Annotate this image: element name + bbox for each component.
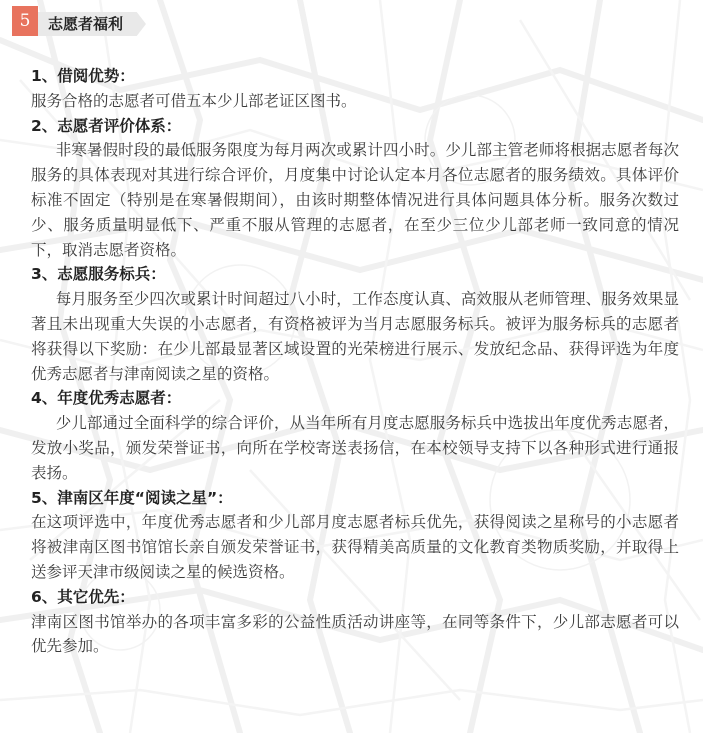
- benefit-heading-borrowing: 1、借阅优势：: [31, 67, 135, 85]
- benefit-body-other-priority: 津南区图书馆举办的各项丰富多彩的公益性质活动讲座等，在同等条件下，少儿部志愿者可以优先参加。: [31, 612, 679, 656]
- benefit-heading-annual-excellent: 4、年度优秀志愿者：: [31, 389, 182, 408]
- benefit-heading-other-priority: 6、其它优先：: [31, 587, 135, 606]
- benefit-body-evaluation: 非寒暑假时段的最低服务限度为每月两次或累计四小时。少儿部主管老师将根据志愿者每次服务的具体表现对其进行综合评价，月度集中讨论认定本月各位志愿者的服务绩效。具体评价标准不固定（特别是在寒暑假期间），由该时期整体情况进行具体问题具体分析。服务次数过少、服务质量明显低下、严重不服从管理的志愿者，在至少三位少儿部老师一致同意的情况下，取消志愿者资格。: [31, 141, 679, 259]
- section-header: [12, 6, 162, 38]
- benefit-heading-model-volunteer: 3、志愿服务标兵：: [31, 265, 166, 284]
- benefits-content: [31, 64, 679, 659]
- benefit-heading-reading-star: 5、津南区年度“阅读之星”：: [31, 488, 233, 507]
- benefit-body-model-volunteer: 每月服务至少四次或累计时间超过八小时，工作态度认真、高效服从老师管理、服务效果显著且未出现重大失误的小志愿者，有资格被评为当月志愿服务标兵。被评为服务标兵的志愿者将获得以下奖励：在少儿部最显著区域设置的光荣榜进行展示、发放纪念品、获得评选为年度优秀志愿者与津南阅读之星的资格。: [31, 290, 679, 383]
- benefit-body-borrowing: 服务合格的志愿者可借五本少儿部老证区图书。: [31, 91, 357, 110]
- benefit-heading-evaluation: 2、志愿者评价体系：: [31, 116, 182, 135]
- section-title: 志愿者福利: [48, 15, 124, 33]
- section-number-badge: 5: [12, 6, 38, 36]
- benefit-body-annual-excellent: 少儿部通过全面科学的综合评价，从当年所有月度志愿服务标兵中选拔出年度优秀志愿者，发放小奖品，颁发荣誉证书，向所在学校寄送表扬信，在本校领导支持下以各种形式进行通报表扬。: [31, 414, 679, 482]
- benefit-body-reading-star: 在这项评选中，年度优秀志愿者和少儿部月度志愿者标兵优先，获得阅读之星称号的小志愿者将被津南区图书馆馆长亲自颁发荣誉证书，获得精美高质量的文化教育类物质奖励，并取得上送参评天津市级阅读之星的候选资格。: [31, 513, 679, 581]
